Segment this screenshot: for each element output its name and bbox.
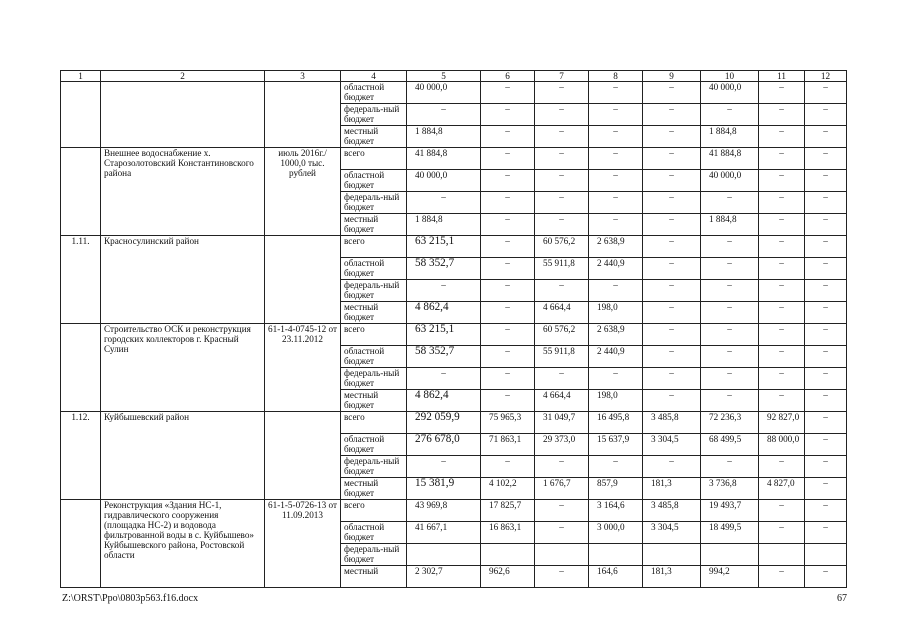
column-number: 6	[481, 71, 535, 82]
value-cell: –	[805, 170, 847, 192]
value-cell: –	[481, 368, 535, 390]
value-cell: –	[759, 566, 805, 588]
funding-source: областной бюджет	[341, 82, 407, 104]
value-cell: –	[535, 566, 589, 588]
value-cell: –	[643, 302, 701, 324]
funding-source: федераль-ный бюджет	[341, 104, 407, 126]
value-cell: –	[481, 346, 535, 368]
value-cell: –	[481, 104, 535, 126]
contract-info: июль 2016г./ 1000,0 тыс. рублей	[265, 148, 341, 236]
value-cell: 3 485,8	[643, 500, 701, 522]
funding-source: местный бюджет	[341, 126, 407, 148]
value-cell: –	[535, 126, 589, 148]
value-cell: –	[805, 390, 847, 412]
funding-source: федераль-ный бюджет	[341, 456, 407, 478]
value-cell: –	[759, 346, 805, 368]
value-cell: –	[643, 126, 701, 148]
value-cell: 4 102,2	[481, 478, 535, 500]
value-cell: 3 736,8	[701, 478, 759, 500]
value-cell: –	[805, 104, 847, 126]
funding-source: областной бюджет	[341, 434, 407, 456]
value-cell: 41 667,1	[407, 522, 481, 544]
funding-source: областной бюджет	[341, 522, 407, 544]
value-cell: 75 965,3	[481, 412, 535, 434]
value-cell: –	[759, 456, 805, 478]
value-cell: –	[805, 192, 847, 214]
value-cell: –	[805, 258, 847, 280]
value-cell: –	[535, 368, 589, 390]
value-cell: –	[407, 192, 481, 214]
value-cell: 4 862,4	[407, 302, 481, 324]
object-name: Строительство ОСК и реконструкция городских коллекторов г. Красный Сулин	[101, 324, 265, 412]
table-row	[61, 500, 847, 522]
value-cell: 29 373,0	[535, 434, 589, 456]
funding-source: местный	[341, 566, 407, 588]
value-cell: –	[701, 324, 759, 346]
table-row	[61, 324, 847, 346]
value-cell: –	[759, 148, 805, 170]
funding-source: всего	[341, 500, 407, 522]
funding-source: всего	[341, 236, 407, 258]
value-cell: –	[759, 368, 805, 390]
value-cell: 198,0	[589, 302, 643, 324]
value-cell: –	[481, 390, 535, 412]
funding-source: всего	[341, 412, 407, 434]
value-cell: –	[481, 192, 535, 214]
value-cell: 71 863,1	[481, 434, 535, 456]
value-cell: –	[535, 104, 589, 126]
value-cell: 68 499,5	[701, 434, 759, 456]
contract-info	[265, 82, 341, 148]
value-cell: –	[759, 500, 805, 522]
value-cell: 164,6	[589, 566, 643, 588]
item-number	[61, 82, 101, 148]
table-row	[61, 236, 847, 258]
funding-source: областной бюджет	[341, 170, 407, 192]
page-number: 67	[837, 593, 847, 604]
value-cell: 4 827,0	[759, 478, 805, 500]
value-cell: –	[759, 170, 805, 192]
value-cell: –	[589, 192, 643, 214]
value-cell: –	[589, 456, 643, 478]
value-cell: 60 576,2	[535, 324, 589, 346]
funding-source: областной бюджет	[341, 346, 407, 368]
column-number: 1	[61, 71, 101, 82]
value-cell: –	[759, 192, 805, 214]
value-cell: 3 000,0	[589, 522, 643, 544]
item-number: 1.11.	[61, 236, 101, 324]
funding-source: местный бюджет	[341, 214, 407, 236]
value-cell: –	[759, 126, 805, 148]
value-cell: –	[481, 214, 535, 236]
funding-source: федераль-ный бюджет	[341, 544, 407, 566]
value-cell: –	[535, 456, 589, 478]
value-cell: 1 676,7	[535, 478, 589, 500]
value-cell: 92 827,0	[759, 412, 805, 434]
value-cell: 40 000,0	[407, 170, 481, 192]
value-cell: –	[643, 368, 701, 390]
value-cell: –	[407, 368, 481, 390]
value-cell: –	[643, 258, 701, 280]
value-cell: –	[481, 456, 535, 478]
value-cell: –	[589, 82, 643, 104]
value-cell: –	[643, 324, 701, 346]
value-cell: –	[481, 324, 535, 346]
value-cell: –	[759, 302, 805, 324]
funding-source: всего	[341, 324, 407, 346]
item-number	[61, 500, 101, 588]
value-cell: 15 381,9	[407, 478, 481, 500]
value-cell: 3 485,8	[643, 412, 701, 434]
table-row	[61, 412, 847, 434]
object-name: Внешнее водоснабжение х. Старозолотовский Константиновского района	[101, 148, 265, 236]
value-cell: –	[481, 258, 535, 280]
footer-file-path: Z:\ORST\Ppo\0803p563.f16.docx	[62, 593, 199, 604]
object-name: Реконструкция «Здания НС-1, гидравлического сооружения (площадка НС-2) и водовода фильтрованной воды в с. Куйбышево» Куйбышевского района, Ростовской области	[101, 500, 265, 588]
value-cell: –	[643, 170, 701, 192]
value-cell: 181,3	[643, 478, 701, 500]
column-number: 10	[701, 71, 759, 82]
column-number: 11	[759, 71, 805, 82]
value-cell: 15 637,9	[589, 434, 643, 456]
column-number: 7	[535, 71, 589, 82]
funding-source: федераль-ный бюджет	[341, 192, 407, 214]
value-cell: 58 352,7	[407, 346, 481, 368]
value-cell: –	[805, 148, 847, 170]
value-cell: 4 664,4	[535, 390, 589, 412]
value-cell: –	[535, 214, 589, 236]
value-cell: –	[643, 82, 701, 104]
value-cell: 1 884,8	[701, 126, 759, 148]
table-row	[61, 148, 847, 170]
funding-source: областной бюджет	[341, 258, 407, 280]
value-cell: –	[589, 148, 643, 170]
value-cell: –	[805, 434, 847, 456]
value-cell	[701, 544, 759, 566]
value-cell: –	[759, 82, 805, 104]
value-cell: –	[701, 346, 759, 368]
item-number	[61, 324, 101, 412]
value-cell: –	[481, 170, 535, 192]
column-number-row	[61, 71, 847, 82]
value-cell: –	[805, 456, 847, 478]
value-cell: –	[589, 170, 643, 192]
funding-source: федераль-ный бюджет	[341, 280, 407, 302]
value-cell: 55 911,8	[535, 258, 589, 280]
object-name	[101, 82, 265, 148]
value-cell: –	[481, 280, 535, 302]
value-cell	[759, 544, 805, 566]
value-cell: –	[535, 522, 589, 544]
value-cell: 962,6	[481, 566, 535, 588]
value-cell: 1 884,8	[407, 214, 481, 236]
value-cell: –	[643, 214, 701, 236]
value-cell: –	[701, 456, 759, 478]
value-cell: 19 493,7	[701, 500, 759, 522]
value-cell: –	[643, 390, 701, 412]
column-number: 4	[341, 71, 407, 82]
value-cell: –	[805, 566, 847, 588]
value-cell: 43 969,8	[407, 500, 481, 522]
value-cell: 2 638,9	[589, 324, 643, 346]
value-cell: –	[759, 390, 805, 412]
value-cell: 41 884,8	[701, 148, 759, 170]
value-cell: 857,9	[589, 478, 643, 500]
value-cell: –	[805, 412, 847, 434]
funding-source: местный бюджет	[341, 390, 407, 412]
value-cell	[481, 544, 535, 566]
value-cell: 181,3	[643, 566, 701, 588]
value-cell: –	[589, 104, 643, 126]
value-cell: 198,0	[589, 390, 643, 412]
value-cell: 63 215,1	[407, 236, 481, 258]
column-number: 12	[805, 71, 847, 82]
column-number: 5	[407, 71, 481, 82]
value-cell: –	[805, 500, 847, 522]
value-cell: 41 884,8	[407, 148, 481, 170]
value-cell: –	[805, 522, 847, 544]
value-cell: –	[643, 456, 701, 478]
value-cell: –	[643, 104, 701, 126]
value-cell: –	[701, 368, 759, 390]
value-cell: –	[701, 236, 759, 258]
value-cell: –	[643, 280, 701, 302]
value-cell: 4 664,4	[535, 302, 589, 324]
value-cell: –	[759, 104, 805, 126]
value-cell: –	[805, 214, 847, 236]
value-cell	[643, 544, 701, 566]
value-cell	[535, 544, 589, 566]
value-cell: –	[589, 280, 643, 302]
contract-info	[265, 412, 341, 500]
table-row	[61, 82, 847, 104]
value-cell: –	[643, 192, 701, 214]
value-cell: 1 884,8	[701, 214, 759, 236]
value-cell: –	[701, 280, 759, 302]
value-cell: 4 862,4	[407, 390, 481, 412]
value-cell: –	[805, 368, 847, 390]
value-cell: 292 059,9	[407, 412, 481, 434]
value-cell: –	[759, 280, 805, 302]
value-cell: –	[589, 368, 643, 390]
value-cell: –	[643, 346, 701, 368]
funding-source: местный бюджет	[341, 478, 407, 500]
value-cell: –	[481, 82, 535, 104]
value-cell: 88 000,0	[759, 434, 805, 456]
value-cell: –	[701, 192, 759, 214]
value-cell: –	[535, 170, 589, 192]
value-cell: –	[759, 214, 805, 236]
value-cell: 60 576,2	[535, 236, 589, 258]
column-number: 9	[643, 71, 701, 82]
value-cell: –	[535, 192, 589, 214]
value-cell: –	[535, 280, 589, 302]
value-cell: –	[643, 236, 701, 258]
value-cell: 40 000,0	[407, 82, 481, 104]
contract-info: 61-1-4-0745-12 от 23.11.2012	[265, 324, 341, 412]
value-cell: –	[643, 148, 701, 170]
value-cell: –	[759, 236, 805, 258]
value-cell: –	[535, 148, 589, 170]
value-cell: –	[805, 324, 847, 346]
column-number: 2	[101, 71, 265, 82]
value-cell: –	[701, 104, 759, 126]
value-cell	[589, 544, 643, 566]
value-cell: 3 164,6	[589, 500, 643, 522]
value-cell: –	[481, 148, 535, 170]
column-number: 3	[265, 71, 341, 82]
value-cell: 40 000,0	[701, 170, 759, 192]
value-cell: –	[407, 456, 481, 478]
value-cell: 58 352,7	[407, 258, 481, 280]
value-cell: 276 678,0	[407, 434, 481, 456]
value-cell: –	[805, 346, 847, 368]
value-cell: 72 236,3	[701, 412, 759, 434]
item-number: 1.12.	[61, 412, 101, 500]
budget-table	[60, 70, 847, 588]
value-cell: –	[805, 280, 847, 302]
item-number	[61, 148, 101, 236]
value-cell: –	[701, 302, 759, 324]
value-cell: –	[805, 236, 847, 258]
value-cell: 2 638,9	[589, 236, 643, 258]
value-cell: –	[535, 500, 589, 522]
value-cell: –	[481, 302, 535, 324]
value-cell: 16 863,1	[481, 522, 535, 544]
value-cell: –	[589, 214, 643, 236]
value-cell: –	[759, 258, 805, 280]
funding-source: всего	[341, 148, 407, 170]
value-cell: 40 000,0	[701, 82, 759, 104]
contract-info	[265, 236, 341, 324]
value-cell: 31 049,7	[535, 412, 589, 434]
value-cell: 3 304,5	[643, 522, 701, 544]
value-cell: –	[407, 280, 481, 302]
value-cell: –	[701, 390, 759, 412]
value-cell: –	[481, 126, 535, 148]
contract-info: 61-1-5-0726-13 от 11.09.2013	[265, 500, 341, 588]
value-cell: 17 825,7	[481, 500, 535, 522]
value-cell	[407, 544, 481, 566]
value-cell: –	[701, 258, 759, 280]
value-cell: 18 499,5	[701, 522, 759, 544]
value-cell: –	[805, 478, 847, 500]
value-cell: –	[805, 82, 847, 104]
value-cell: –	[805, 126, 847, 148]
value-cell: –	[759, 522, 805, 544]
value-cell: 2 440,9	[589, 258, 643, 280]
value-cell: –	[407, 104, 481, 126]
value-cell: –	[589, 126, 643, 148]
value-cell: 994,2	[701, 566, 759, 588]
value-cell: –	[805, 302, 847, 324]
value-cell: –	[481, 236, 535, 258]
funding-source: федераль-ный бюджет	[341, 368, 407, 390]
value-cell: –	[535, 82, 589, 104]
value-cell: 2 440,9	[589, 346, 643, 368]
value-cell: 3 304,5	[643, 434, 701, 456]
value-cell: 1 884,8	[407, 126, 481, 148]
value-cell: –	[759, 324, 805, 346]
column-number: 8	[589, 71, 643, 82]
object-name: Куйбышевский район	[101, 412, 265, 500]
funding-source: местный бюджет	[341, 302, 407, 324]
object-name: Красносулинский район	[101, 236, 265, 324]
value-cell: 16 495,8	[589, 412, 643, 434]
value-cell	[805, 544, 847, 566]
value-cell: 63 215,1	[407, 324, 481, 346]
value-cell: 2 302,7	[407, 566, 481, 588]
value-cell: 55 911,8	[535, 346, 589, 368]
